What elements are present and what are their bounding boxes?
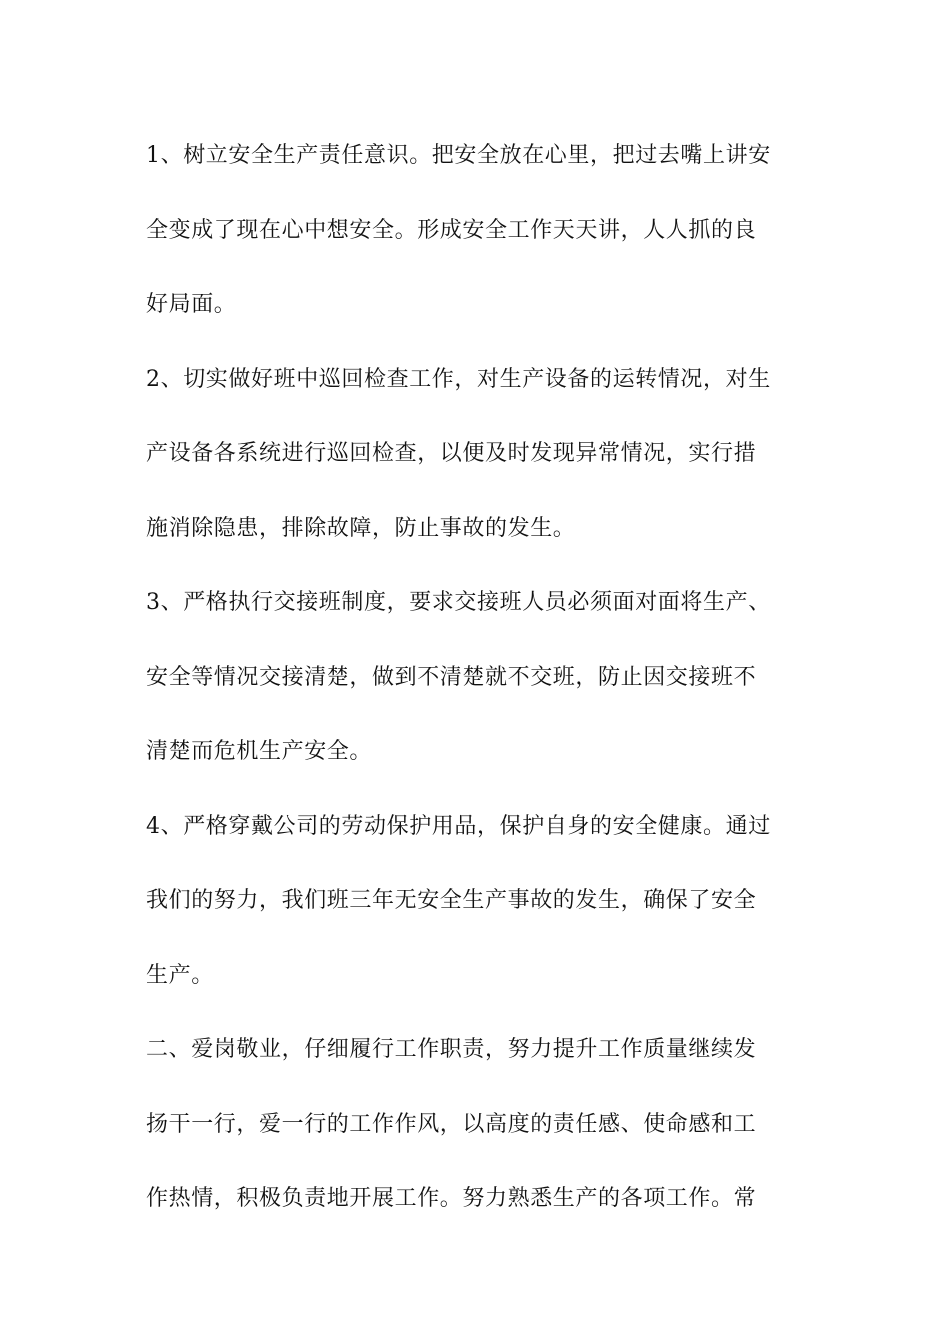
- text-line-12: 生产。: [146, 962, 214, 988]
- text-line-9: 清楚而危机生产安全。: [146, 739, 373, 764]
- text-line-1: 1、树立安全生产责任意识。把安全放在心里，把过去嘴上讲安: [146, 143, 771, 168]
- text-line-5: 产设备各系统进行巡回检查，以便及时发现异常情况，实行措: [146, 441, 757, 466]
- text-line-6: 施消除隐患，排除故障，防止事故的发生。: [146, 515, 576, 541]
- document-body: [146, 119, 806, 1237]
- text-line-10: 4、严格穿戴公司的劳动保护用品，保护自身的安全健康。通过: [146, 813, 771, 839]
- text-line-13: 二、爱岗敬业，仔细履行工作职责，努力提升工作质量继续发: [146, 1037, 757, 1062]
- text-line-2: 全变成了现在心中想安全。形成安全工作天天讲，人人抓的良: [146, 217, 757, 243]
- text-line-7: 3、严格执行交接班制度，要求交接班人员必须面对面将生产、: [146, 590, 771, 615]
- text-line-8: 安全等情况交接清楚，做到不清楚就不交班，防止因交接班不: [146, 664, 757, 690]
- text-line-15: 作热情，积极负责地开展工作。努力熟悉生产的各项工作。常: [146, 1186, 757, 1211]
- text-line-4: 2、切实做好班中巡回检查工作，对生产设备的运转情况，对生: [146, 366, 771, 392]
- text-line-14: 扬干一行，爱一行的工作作风，以高度的责任感、使命感和工: [146, 1111, 757, 1137]
- text-line-11: 我们的努力，我们班三年无安全生产事故的发生，确保了安全: [146, 888, 757, 913]
- text-line-3: 好局面。: [146, 292, 237, 317]
